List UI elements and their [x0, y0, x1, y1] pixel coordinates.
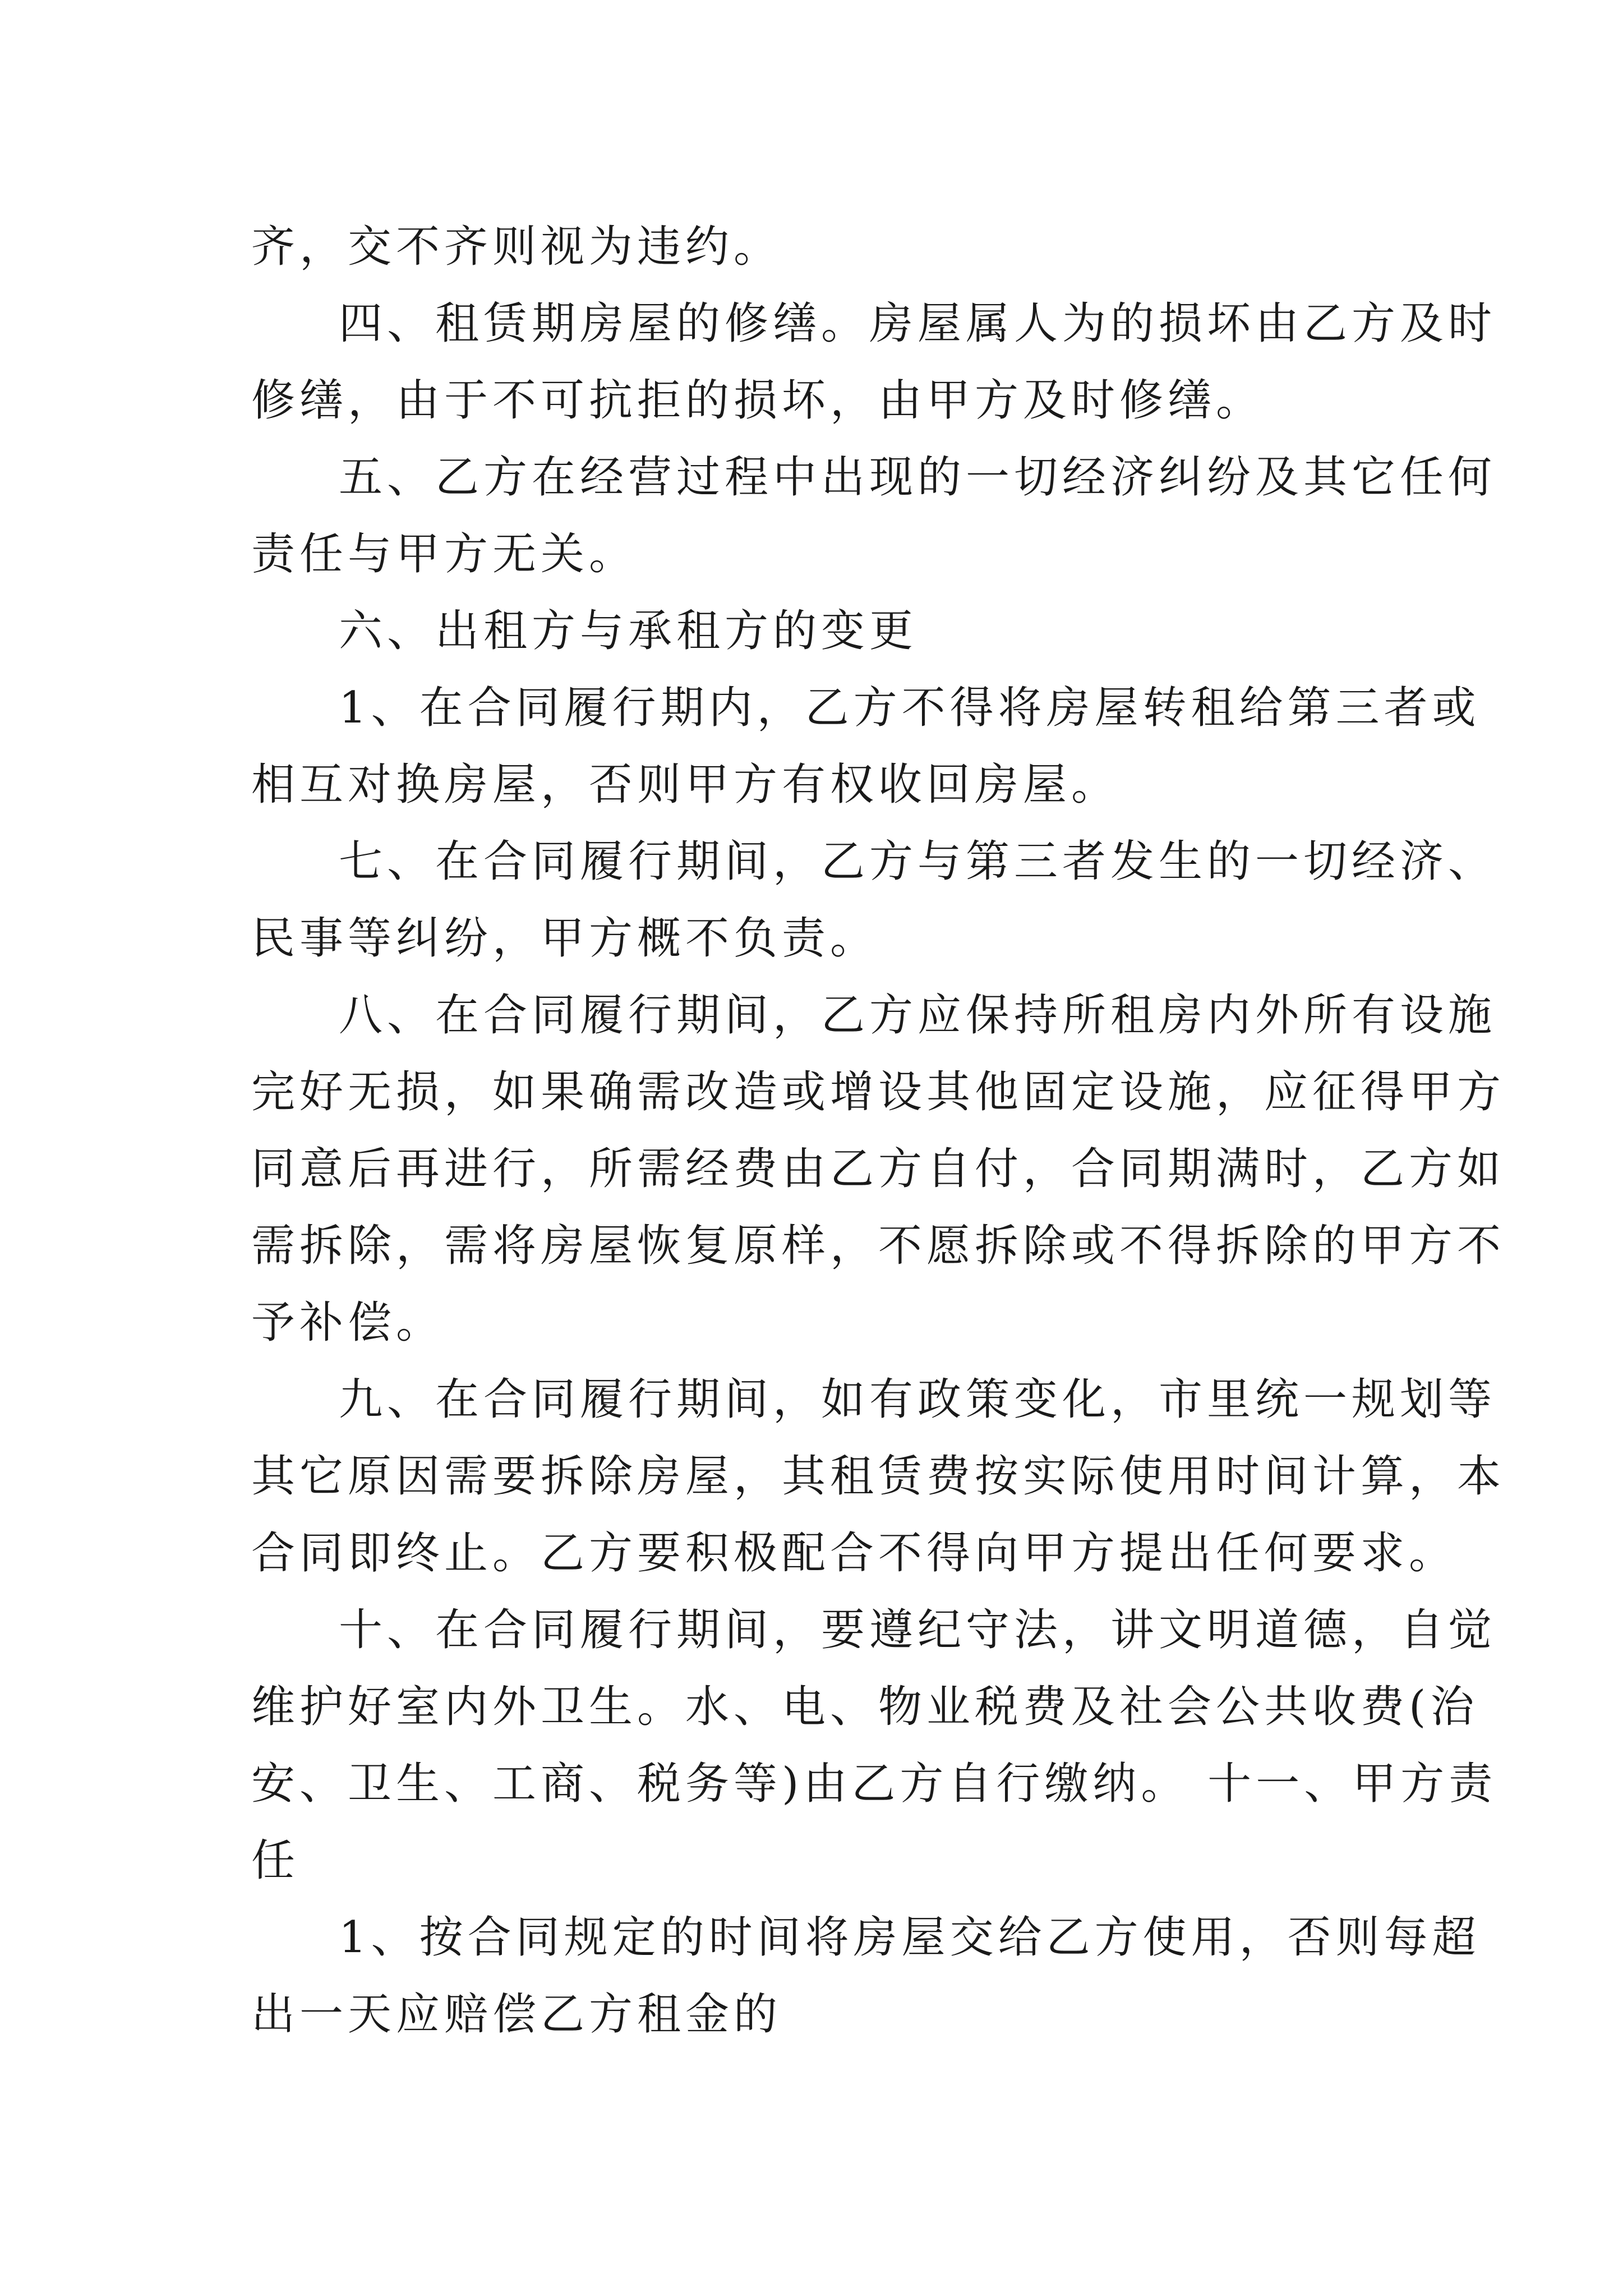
text-line: 1、按合同规定的时间将房屋交给乙方使用，否则每超 [339, 1912, 1481, 1963]
text-line: 其它原因需要拆除房屋，其租赁费按实际使用时间计算，本 [251, 1451, 1506, 1502]
text-line: 责任与甲方无关。 [251, 529, 638, 579]
text-line: 1、在合同履行期内，乙方不得将房屋转租给第三者或 [339, 683, 1481, 733]
document-body [251, 209, 1506, 2053]
text-line: 四、租赁期房屋的修缮。房屋属人为的损坏由乙方及时 [339, 298, 1497, 349]
text-line: 六、出租方与承租方的变更 [339, 606, 918, 656]
text-line: 合同即终止。乙方要积极配合不得向甲方提出任何要求。 [251, 1528, 1458, 1579]
text-line: 维护好室内外卫生。水、电、物业税费及社会公共收费(治 [251, 1682, 1479, 1732]
text-line: 予补偿。 [251, 1297, 445, 1348]
text-line: 齐，交不齐则视为违约。 [251, 222, 782, 272]
text-line: 七、在合同履行期间，乙方与第三者发生的一切经济、 [339, 836, 1497, 887]
text-line: 八、在合同履行期间，乙方应保持所租房内外所有设施 [339, 990, 1497, 1041]
text-line: 安、卫生、工商、税务等)由乙方自行缴纳。 十一、甲方责 [251, 1759, 1497, 1809]
text-line: 五、乙方在经营过程中出现的一切经济纠纷及其它任何 [339, 452, 1497, 503]
text-line: 修缮，由于不可抗拒的损坏，由甲方及时修缮。 [251, 375, 1265, 426]
text-line: 需拆除，需将房屋恢复原样，不愿拆除或不得拆除的甲方不 [251, 1221, 1506, 1271]
text-line: 十、在合同履行期间，要遵纪守法，讲文明道德，自觉 [339, 1605, 1497, 1655]
text-line: 同意后再进行，所需经费由乙方自付，合同期满时，乙方如 [251, 1144, 1506, 1194]
text-line: 民事等纠纷，甲方概不负责。 [251, 913, 879, 964]
text-line: 出一天应赔偿乙方租金的 [251, 1989, 782, 2040]
text-line: 任 [251, 1835, 300, 1886]
text-line: 相互对换房屋，否则甲方有权收回房屋。 [251, 760, 1120, 810]
text-line: 完好无损，如果确需改造或增设其他固定设施，应征得甲方 [251, 1067, 1506, 1117]
text-line: 九、在合同履行期间，如有政策变化，市里统一规划等 [339, 1374, 1497, 1425]
